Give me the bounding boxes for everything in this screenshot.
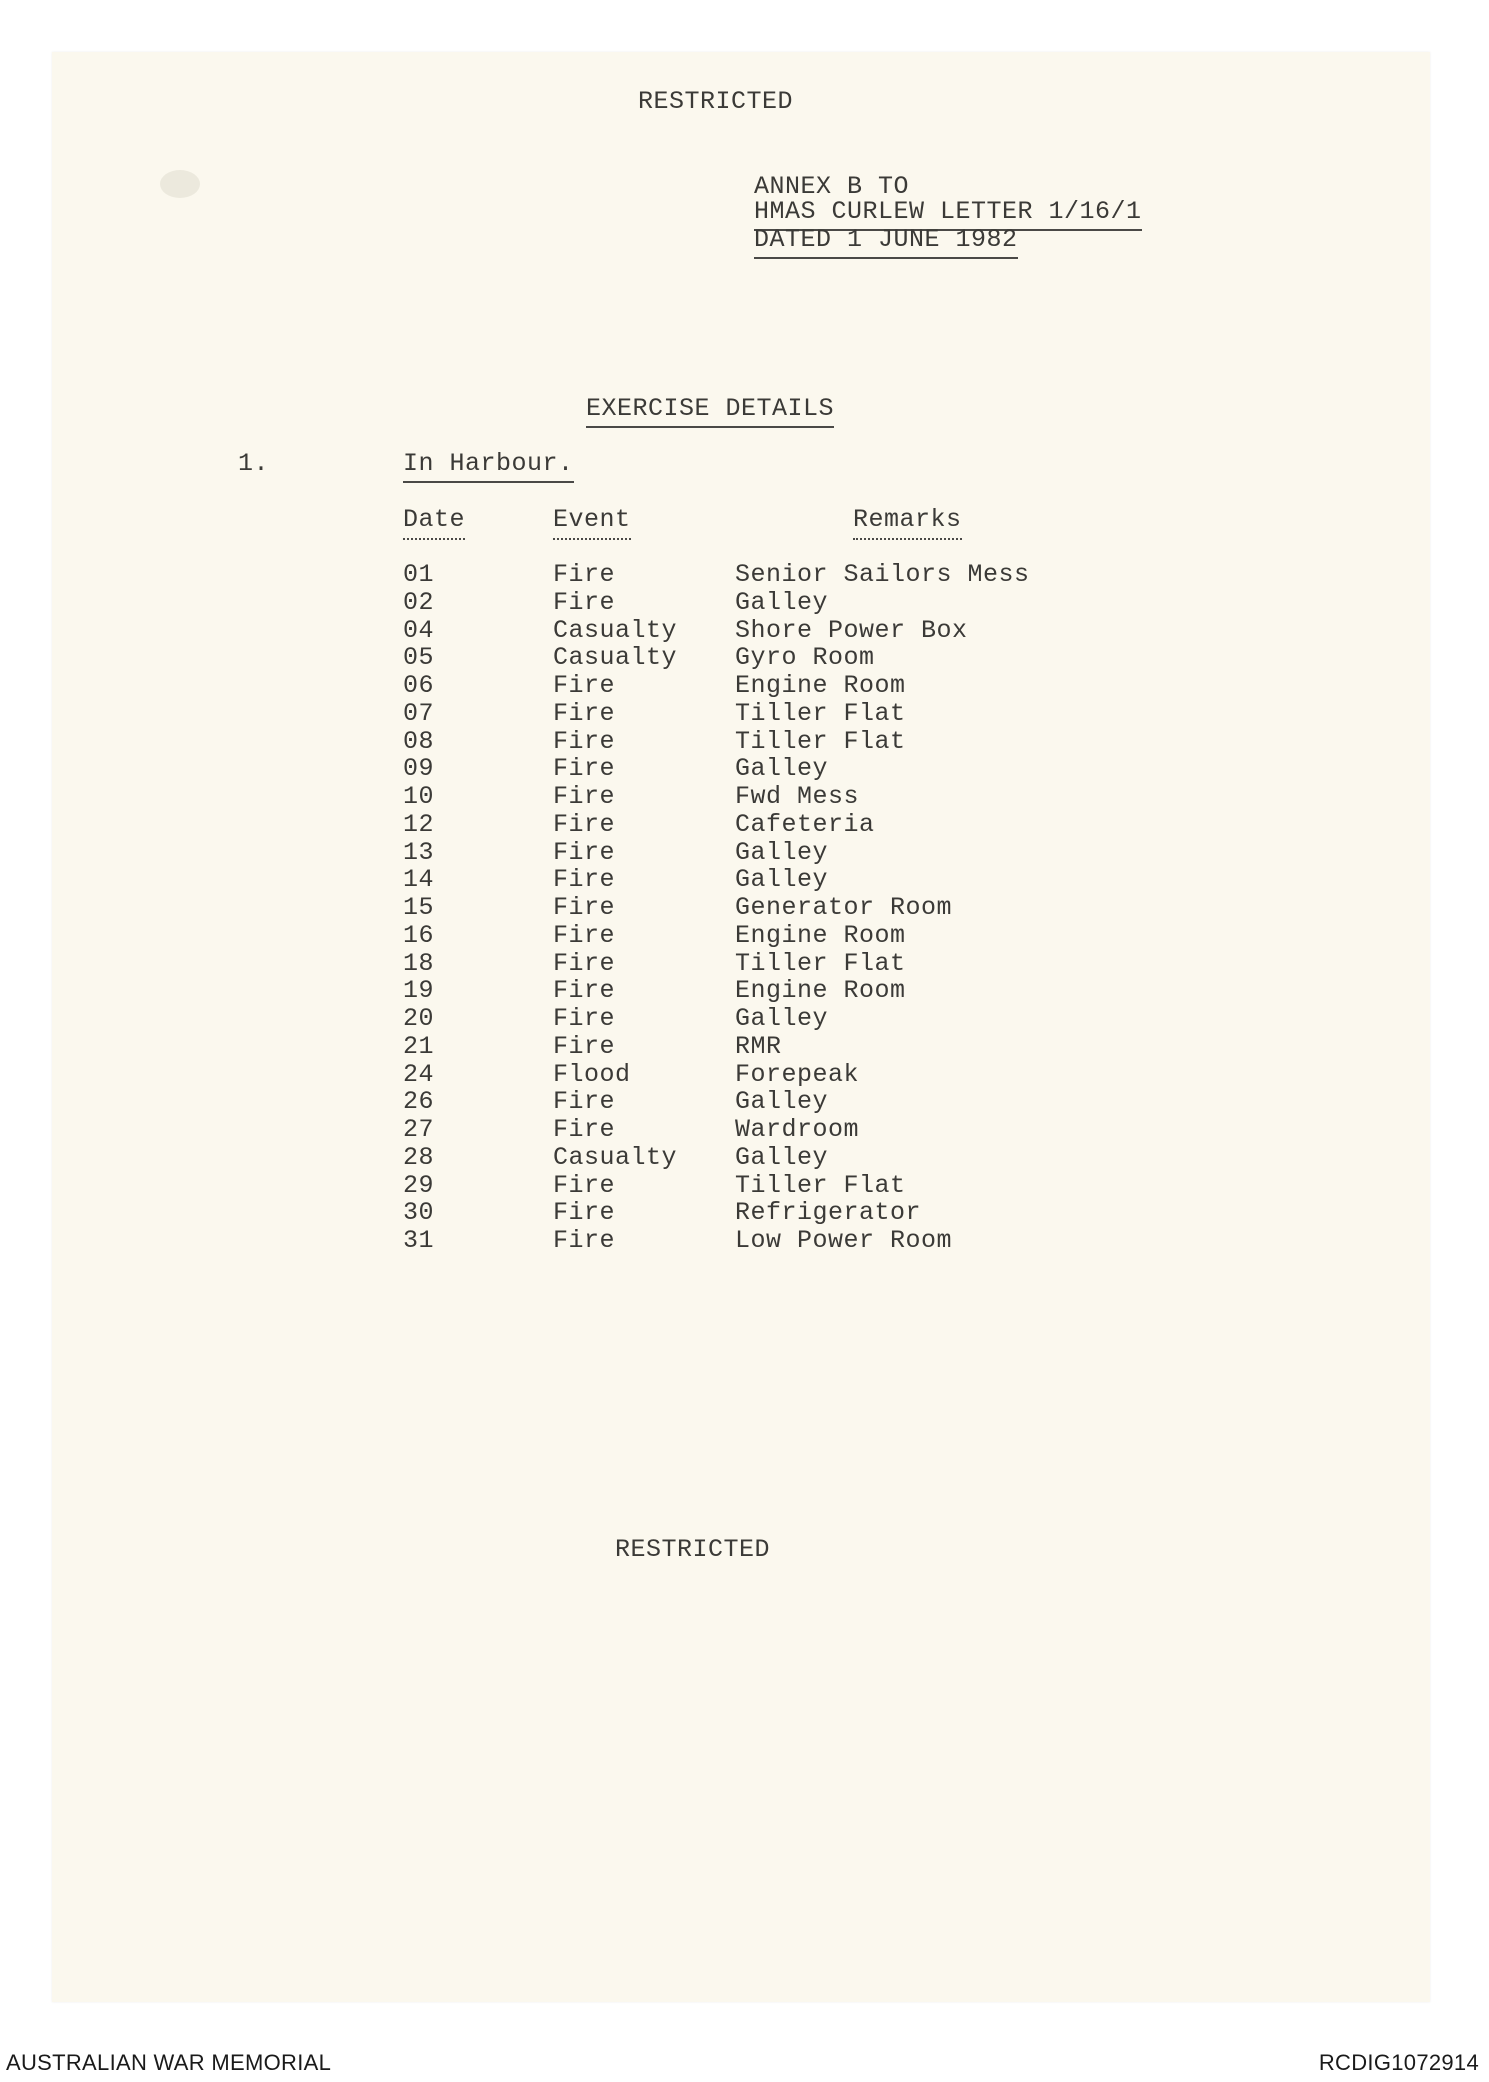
table-cell-date: 08 — [403, 727, 435, 756]
table-cell-date: 09 — [403, 754, 435, 783]
table-cell-date: 29 — [403, 1171, 435, 1200]
table-cell-event: Fire — [553, 671, 616, 700]
table-cell-event: Fire — [553, 949, 616, 978]
table-cell-event: Fire — [553, 699, 616, 728]
table-cell-event: Fire — [553, 1171, 616, 1200]
table-cell-date: 04 — [403, 616, 435, 645]
table-cell-remarks: Galley — [735, 1143, 829, 1172]
table-cell-remarks: Generator Room — [735, 893, 953, 922]
table-cell-remarks: Tiller Flat — [735, 949, 906, 978]
header-date: Date — [403, 506, 465, 540]
table-cell-remarks: RMR — [735, 1032, 782, 1061]
table-cell-date: 13 — [403, 838, 435, 867]
classification-top: RESTRICTED — [638, 87, 794, 116]
table-cell-remarks: Tiller Flat — [735, 699, 906, 728]
table-cell-remarks: Cafeteria — [735, 810, 875, 839]
table-cell-remarks: Galley — [735, 754, 829, 783]
section-number: 1. — [238, 449, 270, 478]
table-cell-event: Fire — [553, 754, 616, 783]
table-cell-remarks: Low Power Room — [735, 1226, 953, 1255]
table-cell-event: Casualty — [553, 1143, 678, 1172]
table-cell-date: 30 — [403, 1198, 435, 1227]
paper-smudge — [160, 170, 200, 198]
table-cell-remarks: Galley — [735, 1087, 829, 1116]
table-cell-date: 01 — [403, 560, 435, 589]
table-cell-event: Fire — [553, 810, 616, 839]
table-cell-remarks: Engine Room — [735, 671, 906, 700]
table-cell-remarks: Galley — [735, 865, 829, 894]
table-cell-date: 02 — [403, 588, 435, 617]
table-cell-event: Casualty — [553, 616, 678, 645]
table-cell-remarks: Senior Sailors Mess — [735, 560, 1030, 589]
table-cell-date: 31 — [403, 1226, 435, 1255]
table-cell-date: 19 — [403, 976, 435, 1005]
table-cell-event: Fire — [553, 838, 616, 867]
header-remarks: Remarks — [853, 506, 962, 540]
table-cell-date: 15 — [403, 893, 435, 922]
table-cell-event: Fire — [553, 1087, 616, 1116]
table-cell-remarks: Wardroom — [735, 1115, 860, 1144]
table-cell-date: 12 — [403, 810, 435, 839]
table-cell-date: 14 — [403, 865, 435, 894]
table-cell-remarks: Engine Room — [735, 976, 906, 1005]
annex-line-2: HMAS CURLEW LETTER 1/16/1 — [754, 198, 1142, 231]
table-cell-event: Fire — [553, 1226, 616, 1255]
table-cell-date: 16 — [403, 921, 435, 950]
section-heading: In Harbour. — [403, 450, 574, 483]
table-cell-remarks: Tiller Flat — [735, 1171, 906, 1200]
table-cell-remarks: Forepeak — [735, 1060, 860, 1089]
table-cell-date: 18 — [403, 949, 435, 978]
annex-line-3: DATED 1 JUNE 1982 — [754, 226, 1018, 259]
table-cell-date: 10 — [403, 782, 435, 811]
table-cell-date: 28 — [403, 1143, 435, 1172]
table-cell-event: Flood — [553, 1060, 631, 1089]
table-cell-event: Fire — [553, 560, 616, 589]
table-cell-remarks: Fwd Mess — [735, 782, 860, 811]
table-cell-date: 05 — [403, 643, 435, 672]
table-cell-date: 07 — [403, 699, 435, 728]
table-cell-event: Casualty — [553, 643, 678, 672]
table-cell-date: 26 — [403, 1087, 435, 1116]
classification-bottom: RESTRICTED — [615, 1535, 771, 1564]
table-cell-date: 06 — [403, 671, 435, 700]
table-cell-event: Fire — [553, 1032, 616, 1061]
table-cell-event: Fire — [553, 1198, 616, 1227]
table-cell-event: Fire — [553, 727, 616, 756]
table-cell-remarks: Galley — [735, 1004, 829, 1033]
table-cell-event: Fire — [553, 1115, 616, 1144]
table-cell-remarks: Engine Room — [735, 921, 906, 950]
table-cell-remarks: Shore Power Box — [735, 616, 968, 645]
document-title: EXERCISE DETAILS — [586, 395, 834, 428]
table-cell-remarks: Galley — [735, 588, 829, 617]
header-event: Event — [553, 506, 631, 540]
annex-line-1: ANNEX B TO — [754, 172, 910, 201]
table-cell-event: Fire — [553, 782, 616, 811]
table-cell-event: Fire — [553, 893, 616, 922]
table-cell-remarks: Gyro Room — [735, 643, 875, 672]
table-cell-remarks: Refrigerator — [735, 1198, 922, 1227]
table-cell-date: 20 — [403, 1004, 435, 1033]
table-cell-event: Fire — [553, 1004, 616, 1033]
table-cell-date: 24 — [403, 1060, 435, 1089]
table-cell-event: Fire — [553, 865, 616, 894]
table-cell-date: 21 — [403, 1032, 435, 1061]
table-cell-event: Fire — [553, 976, 616, 1005]
table-cell-date: 27 — [403, 1115, 435, 1144]
table-cell-remarks: Tiller Flat — [735, 727, 906, 756]
footer-catalog-id: RCDIG1072914 — [1318, 2050, 1479, 2075]
table-cell-event: Fire — [553, 588, 616, 617]
table-cell-remarks: Galley — [735, 838, 829, 867]
footer-archive-name: AUSTRALIAN WAR MEMORIAL — [6, 2050, 332, 2075]
table-cell-event: Fire — [553, 921, 616, 950]
